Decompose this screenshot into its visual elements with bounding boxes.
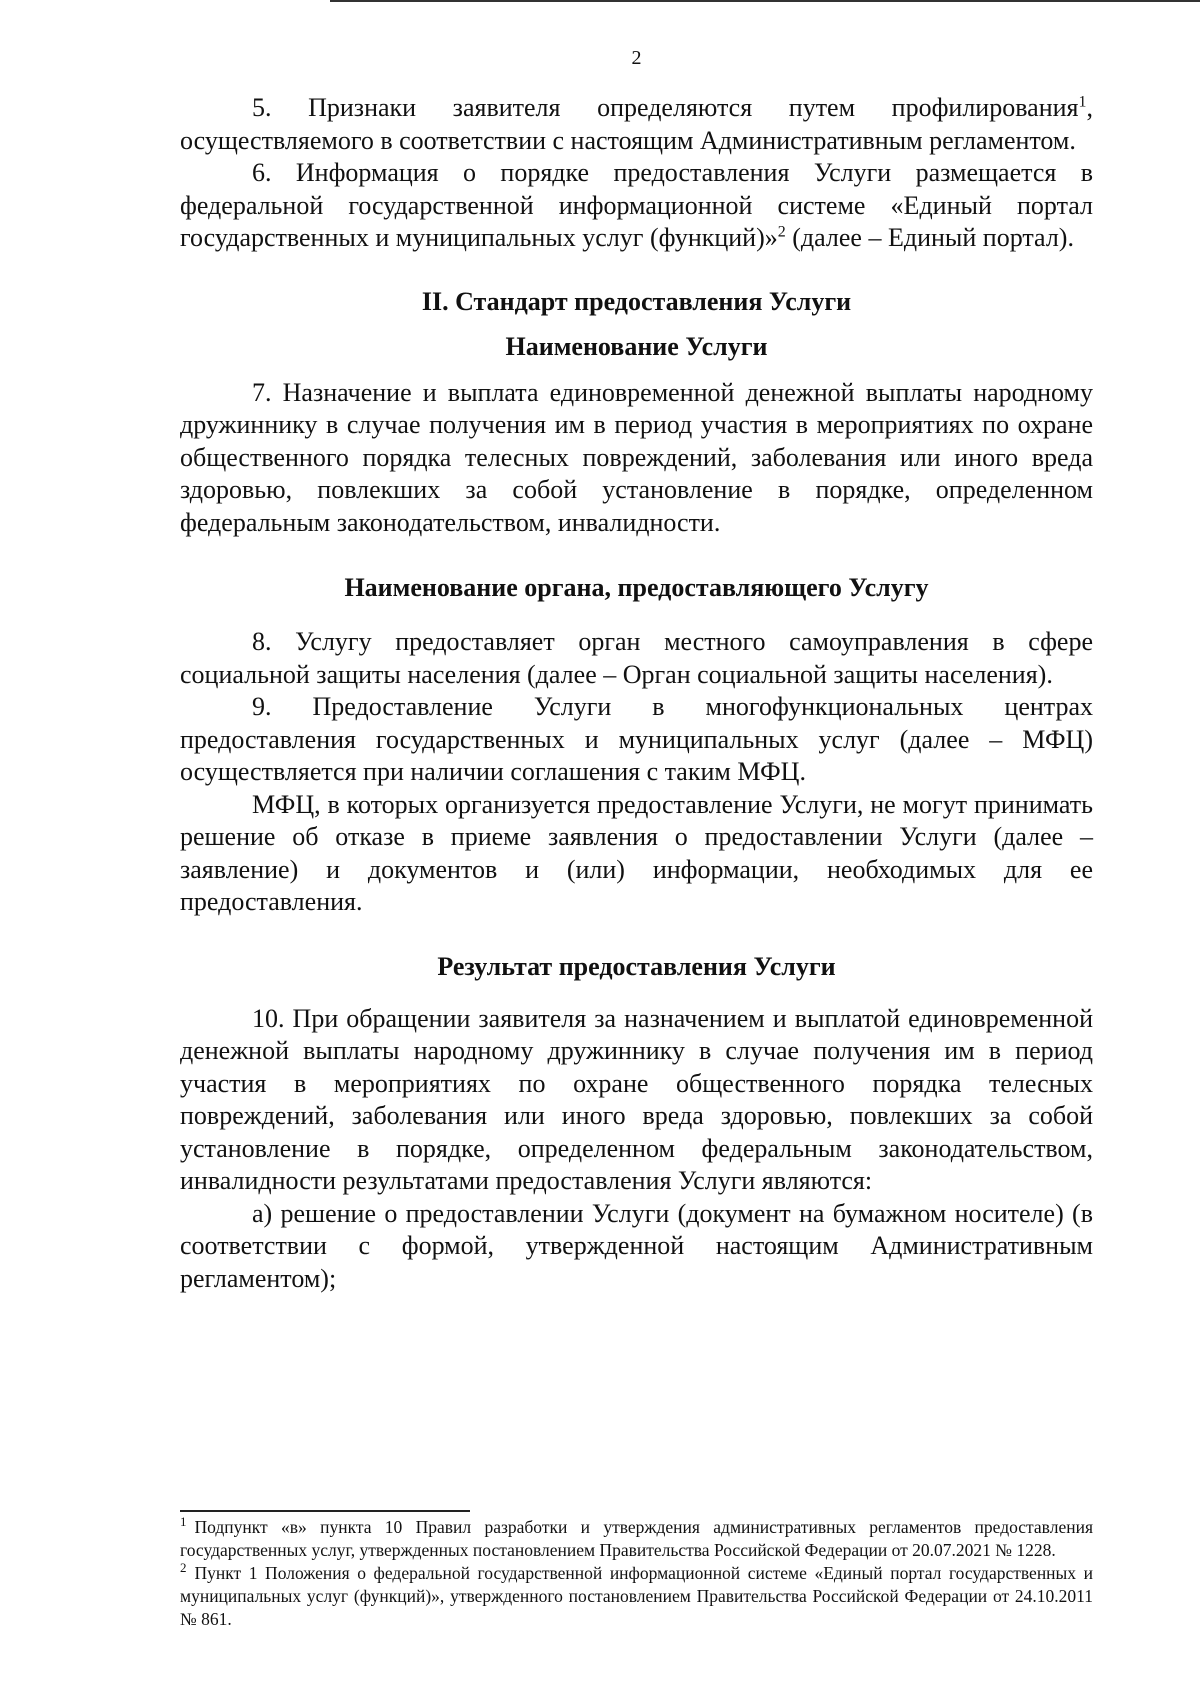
section-title: II. Стандарт предоставления Услуги <box>421 286 852 316</box>
footnote-1-text: Подпункт «в» пункта 10 Правил разработки и утверждения административных регламентов предоставления государственных услуг, утвержденных постановлением Правительства Российской Федерации от 20.07.2021 № 1228. <box>180 1517 1093 1560</box>
page-number: 2 <box>631 47 642 69</box>
document-page <box>180 44 1093 1295</box>
footnote-2-text: Пункт 1 Положения о федеральной государственной информационной системе «Единый портал государственных и муниципальных услуг (функций)», утвержденного постановлением Правительства Российской Федерации от 24.10.2011 № 861. <box>180 1563 1093 1629</box>
footnote-separator <box>180 1510 470 1512</box>
paragraph-5-text: 5. Признаки заявителя определяются путем профилирования <box>252 93 1079 122</box>
paragraph-9-continued: МФЦ, в которых организуется предоставление Услуги, не могут принимать решение об отказе в приеме заявления о предоставлении Услуги (далее – заявление) и документов и (или) информации, необходимых для ее предоставления. <box>180 789 1093 916</box>
heading-authority: Наименование органа, предоставляющего Услугу <box>344 573 929 602</box>
paragraph-6-tail: (далее – Единый портал). <box>785 223 1074 252</box>
footnote-ref-2[interactable]: 2 <box>777 223 786 241</box>
paragraph-7: 7. Назначение и выплата единовременной денежной выплаты народному дружиннику в случае получения им в период участия в мероприятиях по охране общественного порядка телесных повреждений, заболевания или иного вреда здоровью, повлекших за собой установление в порядке, определенном федеральным законодательством, инвалидности. <box>180 377 1093 537</box>
paragraph-6 <box>180 157 1093 255</box>
footnote-1 <box>180 1516 1093 1562</box>
footnote-2 <box>180 1562 1093 1631</box>
paragraph-5-tail: , осуществляемого в соответствии с настоящим Административным регламентом. <box>180 93 1093 155</box>
footnotes <box>180 1516 1093 1631</box>
paragraph-10: 10. При обращении заявителя за назначением и выплатой единовременной денежной выплаты народному дружиннику в случае получения им в период участия в мероприятиях по охране общественного порядка телесных повреждений, заболевания или иного вреда здоровью, повлекших за собой установление в порядке, определенном федеральным законодательством, инвалидности результатами предоставления Услуги являются: <box>180 1003 1093 1195</box>
heading-service-name: Наименование Услуги <box>505 331 768 361</box>
paragraph-5 <box>180 92 1093 157</box>
footnote-1-mark: 1 <box>180 1514 187 1530</box>
top-scan-edge-line <box>330 0 1200 2</box>
footnote-2-mark: 2 <box>180 1560 187 1576</box>
paragraph-6-text: 6. Информация о порядке предоставления Услуги размещается в федеральной государственной информационной системе «Единый портал государственных и муниципальных услуг (функций)» <box>180 158 1093 252</box>
paragraph-8: 8. Услугу предоставляет орган местного самоуправления в сфере социальной защиты населения (далее – Орган социальной защиты населения). <box>180 627 1093 689</box>
footnote-ref-1[interactable]: 1 <box>1078 93 1087 111</box>
heading-result: Результат предоставления Услуги <box>437 951 836 981</box>
paragraph-9: 9. Предоставление Услуги в многофункциональных центрах предоставления государственных и муниципальных услуг (далее – МФЦ) осуществляется при наличии соглашения с таким МФЦ. <box>180 692 1093 786</box>
paragraph-10-a: а) решение о предоставлении Услуги (документ на бумажном носителе) (в соответствии с формой, утвержденной настоящим Административным регламентом); <box>180 1198 1093 1293</box>
